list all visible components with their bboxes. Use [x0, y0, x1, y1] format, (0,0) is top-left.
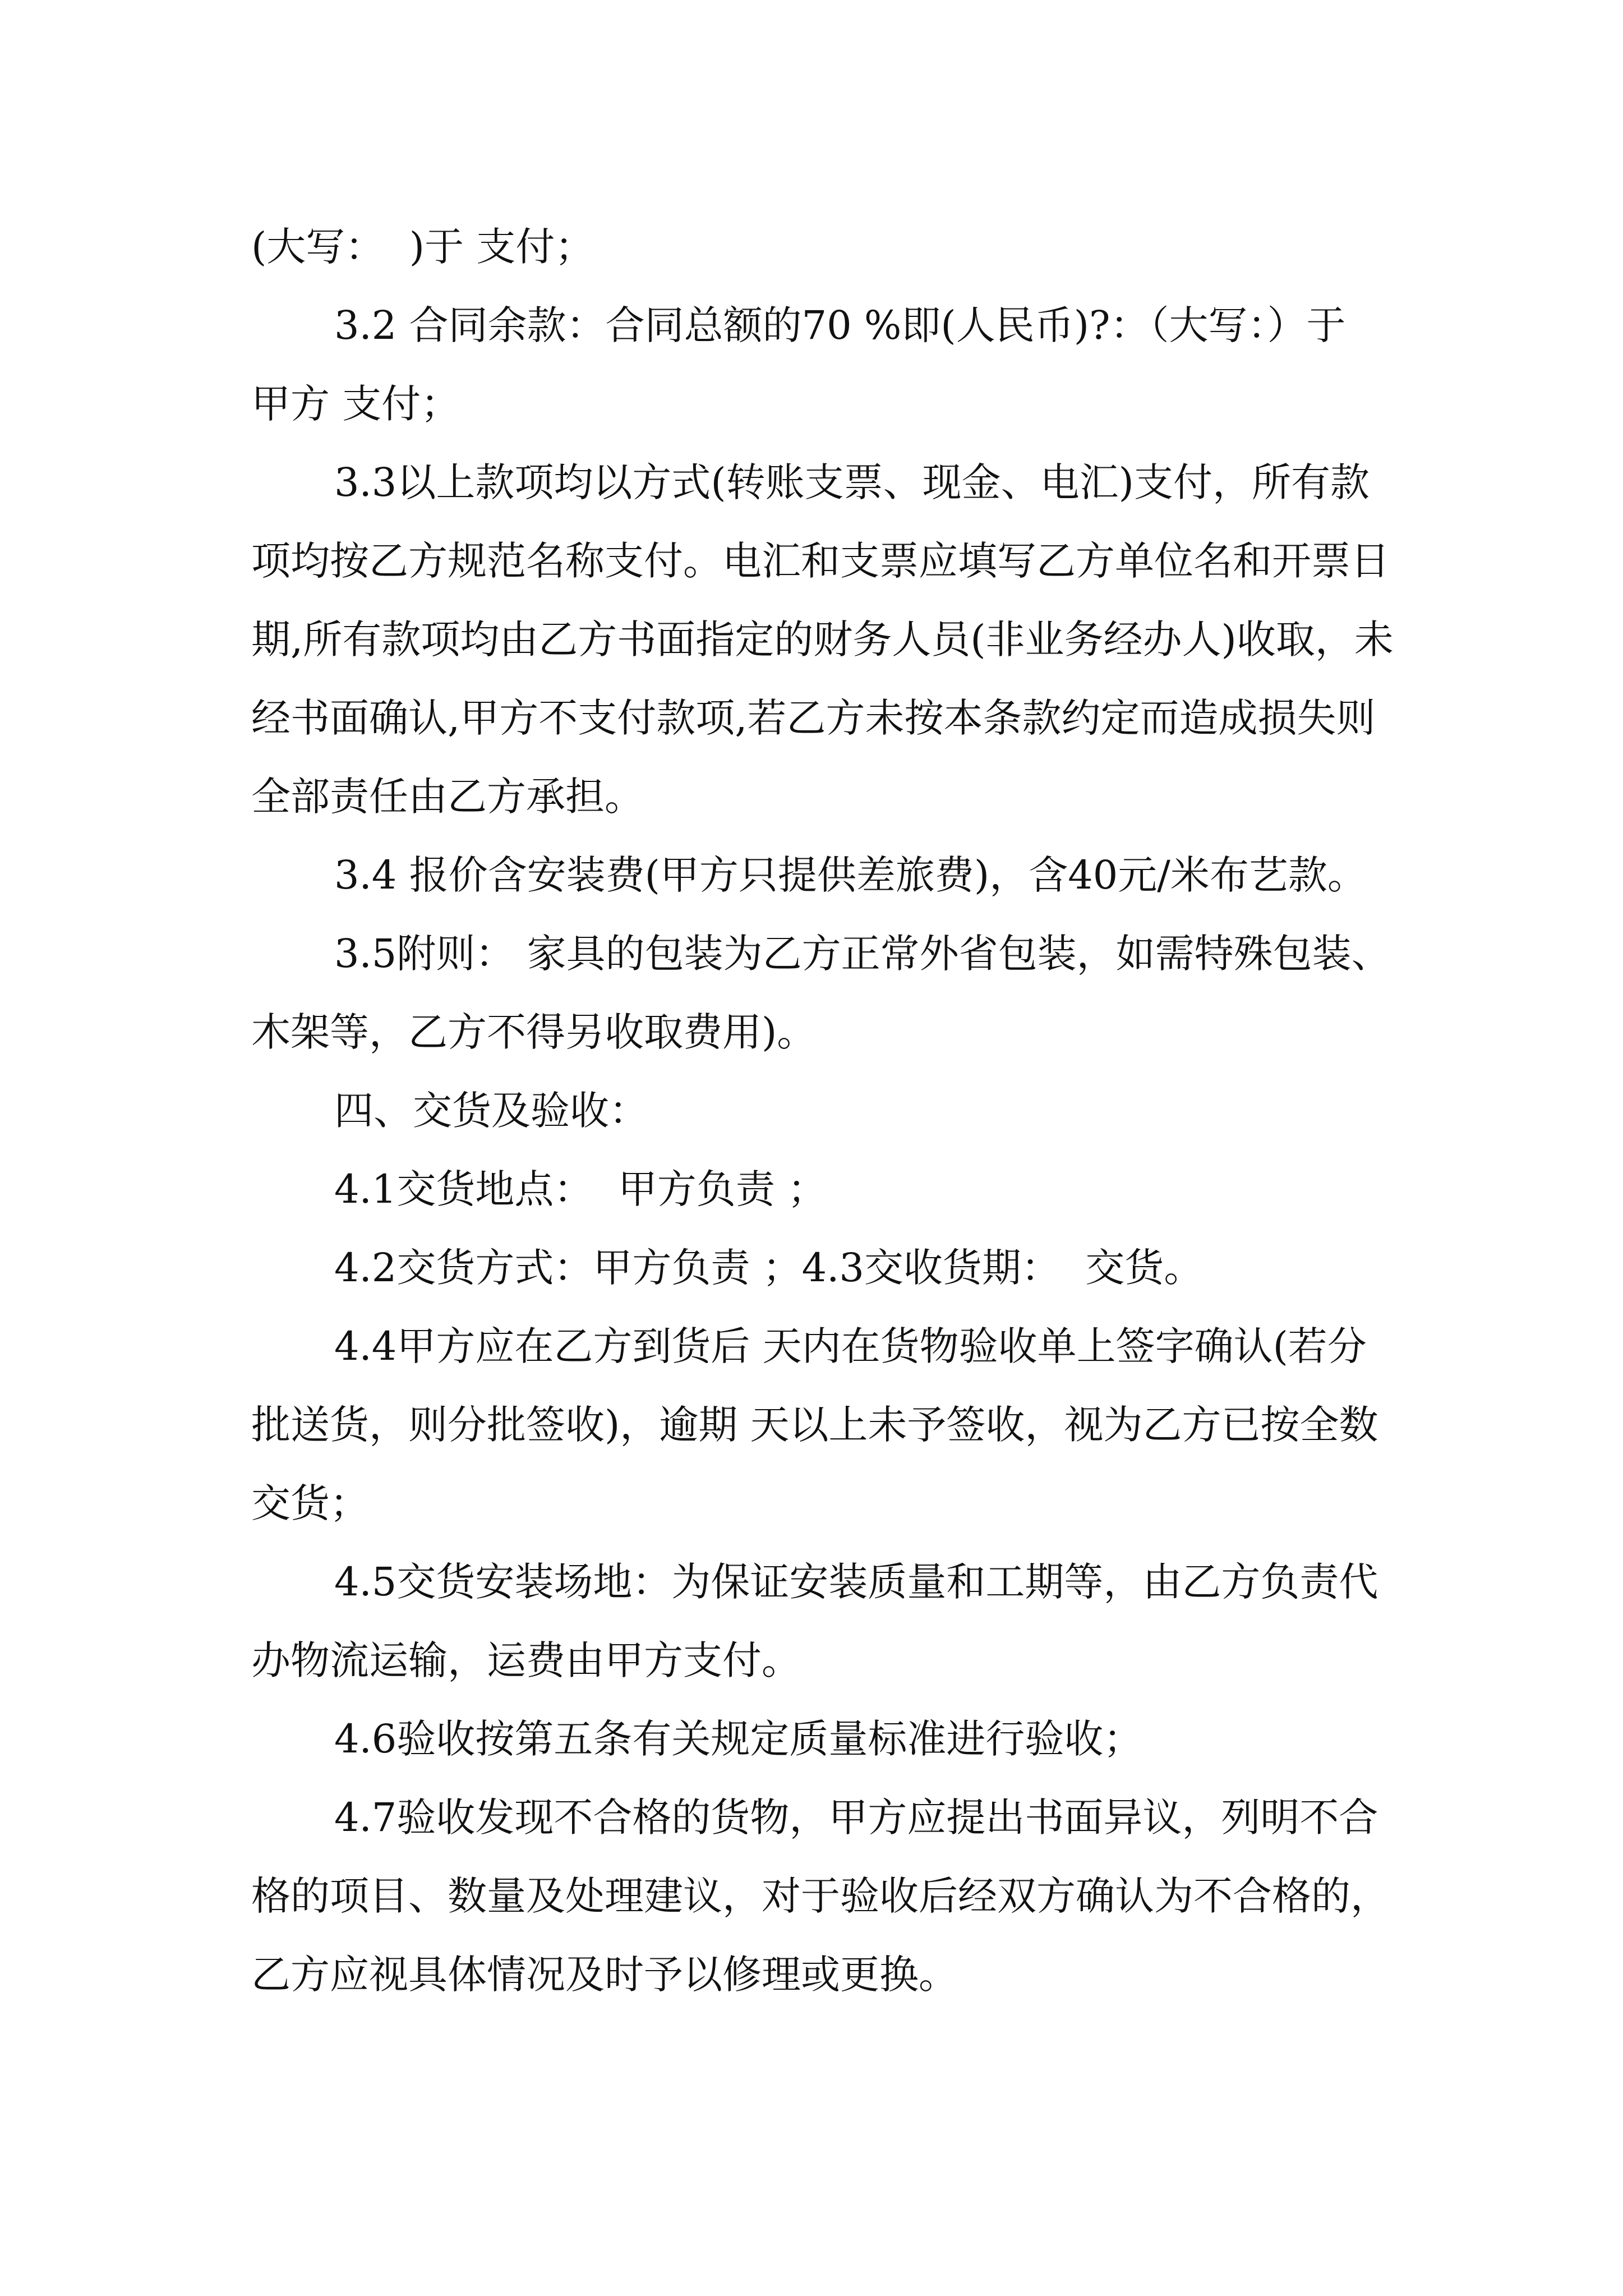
- paragraph-3-2-balance: 3.2 合同余款：合同总额的70 %即(人民币)?：（大写：）于 甲方 支付；: [251, 302, 1358, 427]
- paragraph-4-4-signoff: 4.4甲方应在乙方到货后 天内在货物验收单上签字确认(若分批送货，则分批签收)，逾期 天以上未予签收，视为乙方已按全数交货；: [251, 1323, 1378, 1526]
- paragraph-4-7-nonconforming: 4.7验收发现不合格的货物，甲方应提出书面异议，列明不合格的项目、数量及处理建议，对于验收后经双方确认为不合格的，乙方应视具体情况及时予以修理或更换。: [251, 1795, 1390, 1998]
- paragraph-payment-tail: (大写： )于 支付；: [251, 224, 594, 270]
- contract-body: [251, 208, 1395, 2014]
- paragraph-4-5-site: 4.5交货安装场地：为保证安装质量和工期等，由乙方负责代办物流运输，运费由甲方支付。: [251, 1559, 1378, 1683]
- paragraph-4-6-standard: 4.6验收按第五条有关规定质量标准进行验收；: [334, 1716, 1143, 1762]
- paragraph-3-3-payment-method: 3.3以上款项均以方式(转账支票、现金、电汇)支付，所有款项均按乙方规范名称支付。电汇和支票应填写乙方单位名和开票日期,所有款项均由乙方书面指定的财务人员(非业务经办人)收取，未经书面确认,甲方不支付款项,若乙方未按本条款约定而造成损失则全部责任由乙方承担。: [251, 459, 1394, 820]
- section-4-heading: 四、交货及验收：: [334, 1088, 648, 1134]
- paragraph-4-2-method: 4.2交货方式：甲方负责 ；4.3交收货期： 交货。: [334, 1245, 1204, 1291]
- paragraph-3-4-quote: 3.4 报价含安装费(甲方只提供差旅费)，含40元/米布艺款。: [334, 852, 1367, 898]
- paragraph-4-1-location: 4.1交货地点： 甲方负责 ；: [334, 1166, 827, 1212]
- paragraph-3-5-appendix: 3.5附则： 家具的包装为乙方正常外省包装，如需特殊包装、木架等，乙方不得另收取费用)。: [251, 931, 1391, 1055]
